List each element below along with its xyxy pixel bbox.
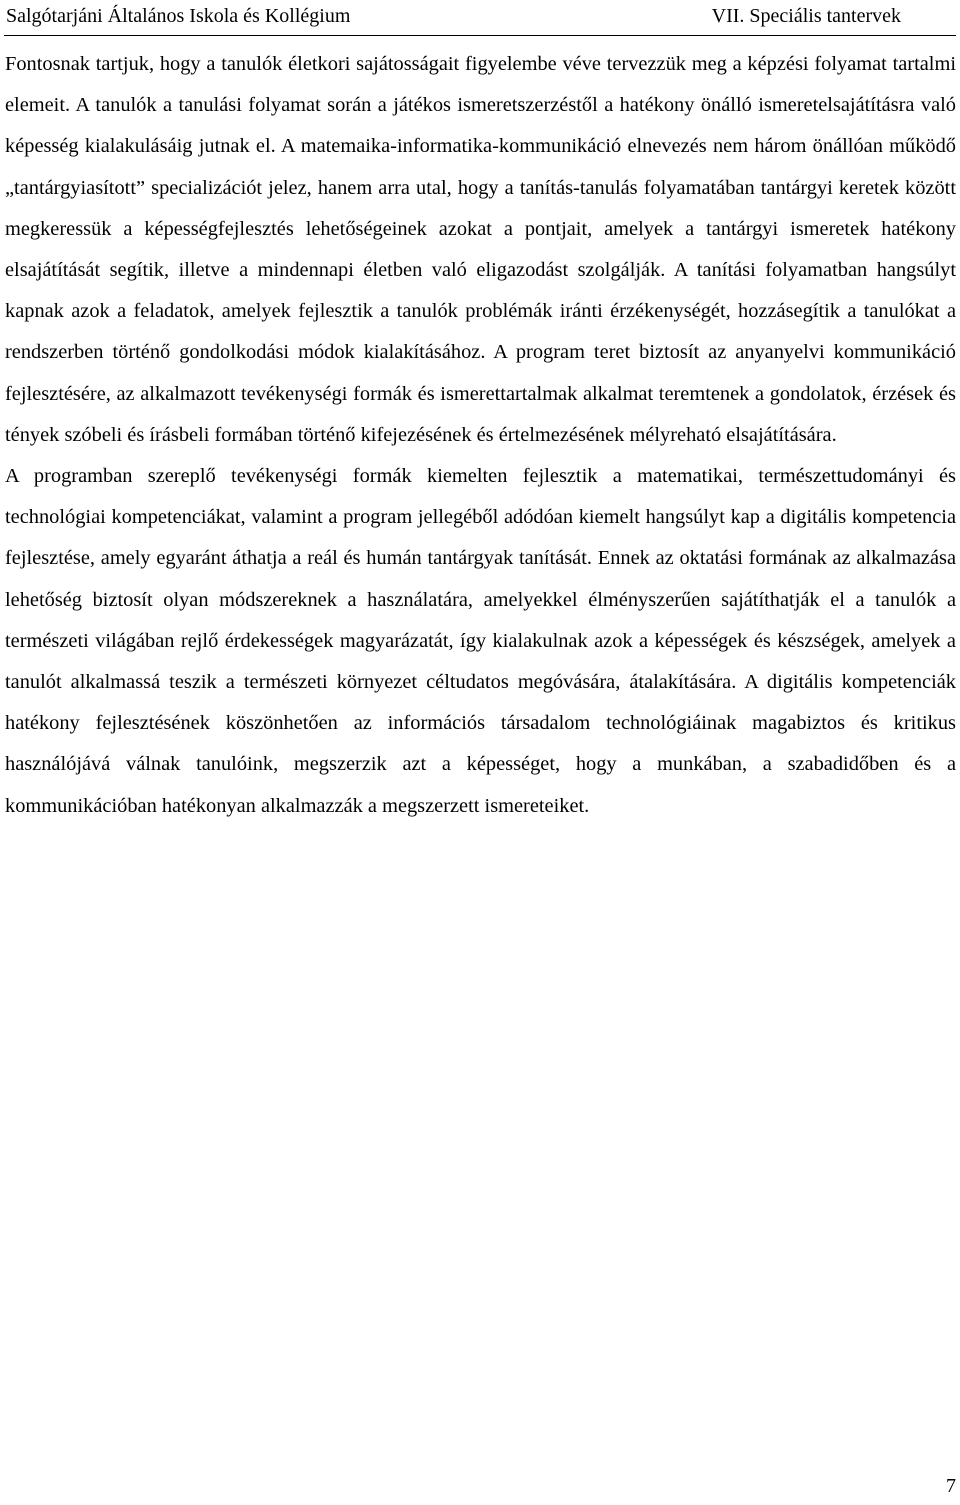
page-number: 7 bbox=[946, 1475, 956, 1497]
school-name: Salgótarjáni Általános Iskola és Kollégium bbox=[6, 5, 351, 27]
page-header bbox=[4, 0, 956, 36]
paragraph-1: Fontosnak tartjuk, hogy a tanulók életkori sajátosságait figyelembe véve tervezzük meg a képzési folyamat tartalmi elemeit. A tanulók a tanulási folyamat során a játékos ismeretszerzéstől a hatékony önálló ismeretelsajátításra való képesség kialakulásáig jutnak el. A matemaika-informatika-kommunikáció elnevezés nem három önállóan működő „tantárgyiasított” specializációt jelez, hanem arra utal, hogy a tanítás-tanulás folyamatában tantárgyi keretek között megkeressük a képességfejlesztés lehetőségeinek azokat a pontjait, amelyek a tantárgyi ismeretek hatékony elsajátítását segítik, illetve a mindennapi életben való eligazodást szolgálják. A tanítási folyamatban hangsúlyt kapnak azok a feladatok, amelyek fejlesztik a tanulók problémák iránti érzékenységét, hozzásegítik a tanulókat a rendszerben történő gondolkodási módok kialakításához. A program teret biztosít az anyanyelvi kommunikáció fejlesztésére, az alkalmazott tevékenységi formák és ismerettartalmak alkalmat teremtenek a gondolatok, érzések és tények szóbeli és írásbeli formában történő kifejezésének és értelmezésének mélyreható elsajátítására. bbox=[5, 53, 956, 446]
paragraph-2: A programban szereplő tevékenységi formák kiemelten fejlesztik a matematikai, természettudományi és technológiai kompetenciákat, valamint a program jellegéből adódóan kiemelt hangsúlyt kap a digitális kompetencia fejlesztése, amely egyaránt áthatja a reál és humán tantárgyak tanítását. Ennek az oktatási formának az alkalmazása lehetőség biztosít olyan módszereknek a használatára, amelyekkel élményszerűen sajátíthatják el a tanulók a természeti világában rejlő érdekességek magyarázatát, így kialakulnak azok a képességek és készségek, amelyek a tanulót alkalmassá teszik a természeti környezet céltudatos megóvására, átalakítására. A digitális kompetenciák hatékony fejlesztésének köszönhetően az információs társadalom technológiáinak magabiztos és kritikus használójává válnak tanulóink, megszerzik azt a képességet, hogy a munkában, a szabadidőben és a kommunikációban hatékonyan alkalmazzák a megszerzett ismereteiket. bbox=[5, 465, 956, 817]
body-text bbox=[5, 44, 956, 827]
section-title: VII. Speciális tantervek bbox=[711, 5, 901, 27]
